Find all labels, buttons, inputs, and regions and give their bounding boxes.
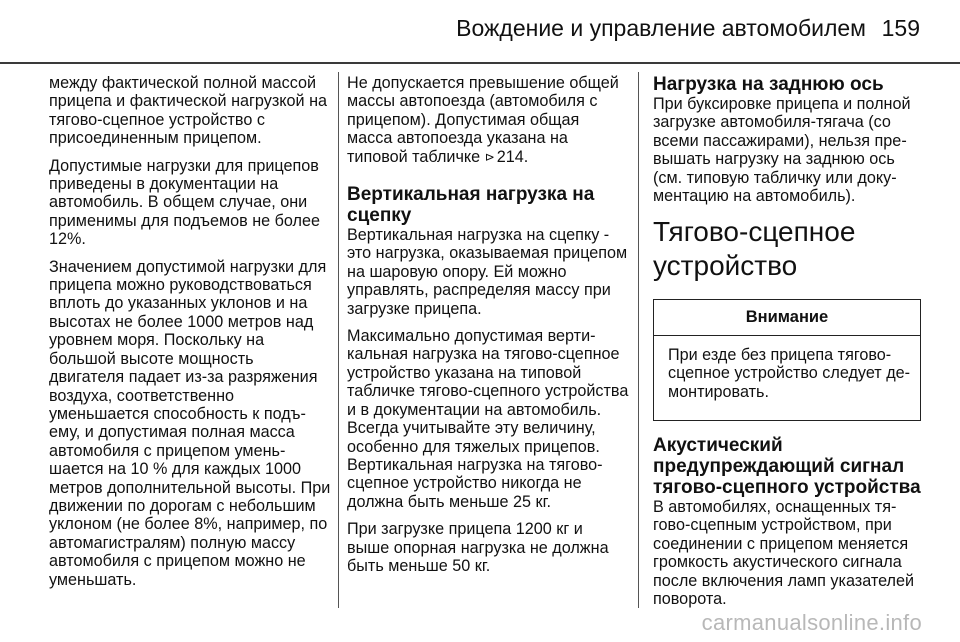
paragraph: между фактической полной массой прицепа и фактической нагрузкой на тягово-сцепное устройство с присоединенным прицепом. [49,74,328,148]
section-heading: Вертикальная нагрузка на сцепку [347,184,595,227]
paragraph [347,74,629,166]
paragraph: Значением допустимой нагрузки для прицепа можно руководствоваться вплоть до указанных уклонов и на высотах не более 1000 метров над уровнем моря. Поскольку на большой высоте мощность двигателя падает из-за разряжения воздуха, соответственно уменьшается способность к подъему, и допустимая полная масса автомобиля с прицепом уменьшается на 10 % для каждых 1000 метров дополнительной высоты. При движении по дорогам с небольшим уклоном (не более 8%, например, по автомагистралям) полную массу автомобиля с прицепом можно не уменьшать. [49,257,331,589]
header-title: Вождение и управление автомобилем [456,15,866,41]
paragraph-text: Не допускается превышение общей массы автопоезда (автомобиля с прицепом). Допустимая общая масса автопоезда указана на типовой табличке [347,74,619,166]
page-header [0,0,960,64]
page-number: 159 [881,15,920,41]
watermark: carmanualsonline.info [701,610,922,635]
paragraph: Максимально допустимая вертикальная нагрузка на тягово-сцепное устройство указана на типовой табличке тягово-сцепного устройства и в документации на автомобиль. Всегда учитывайте эту величину, особенно для тяжелых прицепов. Вертикальная нагрузка на тягово-сцепное устройство никогда не должна быть меньше 25 кг. [347,327,629,511]
column-1 [49,74,331,598]
paragraph: При буксировке прицепа и полной загрузке автомобиля-тягача (со всеми пассажирами), нельзя превышать нагрузку на заднюю ось (см. типовую табличку или документацию на автомобиль). [653,95,911,206]
paragraph: Допустимые нагрузки для прицепов приведены в документации на автомобиль. В общем случае, они применимы для подъемов не более 12%. [49,156,320,249]
column-3 [653,74,921,618]
column-divider-1 [338,72,339,608]
page-reference-icon[interactable]: ⊳ [484,149,495,164]
section-heading: Акустический предупреждающий сигнал тягово-сцепного устройства [653,435,921,499]
column-2 [347,74,629,584]
paragraph: В автомобилях, оснащенных тягово-сцепным устройством, при соединении с прицепом меняется громкость акустического сигнала после включения ламп указателей поворота. [653,498,915,609]
page-reference[interactable]: 214. [496,147,529,166]
header-divider [0,62,960,64]
warning-text: При езде без прицепа тягово-сцепное устройство следует демонтировать. [668,345,911,401]
warning-title: Внимание [654,300,920,335]
chapter-heading: Тягово-сцепное устройство [653,216,856,282]
paragraph: Вертикальная нагрузка на сцепку - это нагрузка, оказываемая прицепом на шаровую опору. Ей можно управлять, распределяя массу при загрузке прицепа. [347,226,628,318]
section-heading: Нагрузка на заднюю ось [653,74,884,95]
warning-box [653,299,921,421]
paragraph: При загрузке прицепа 1200 кг и выше опорная нагрузка не должна быть меньше 50 кг. [347,520,609,575]
column-divider-2 [638,72,639,608]
